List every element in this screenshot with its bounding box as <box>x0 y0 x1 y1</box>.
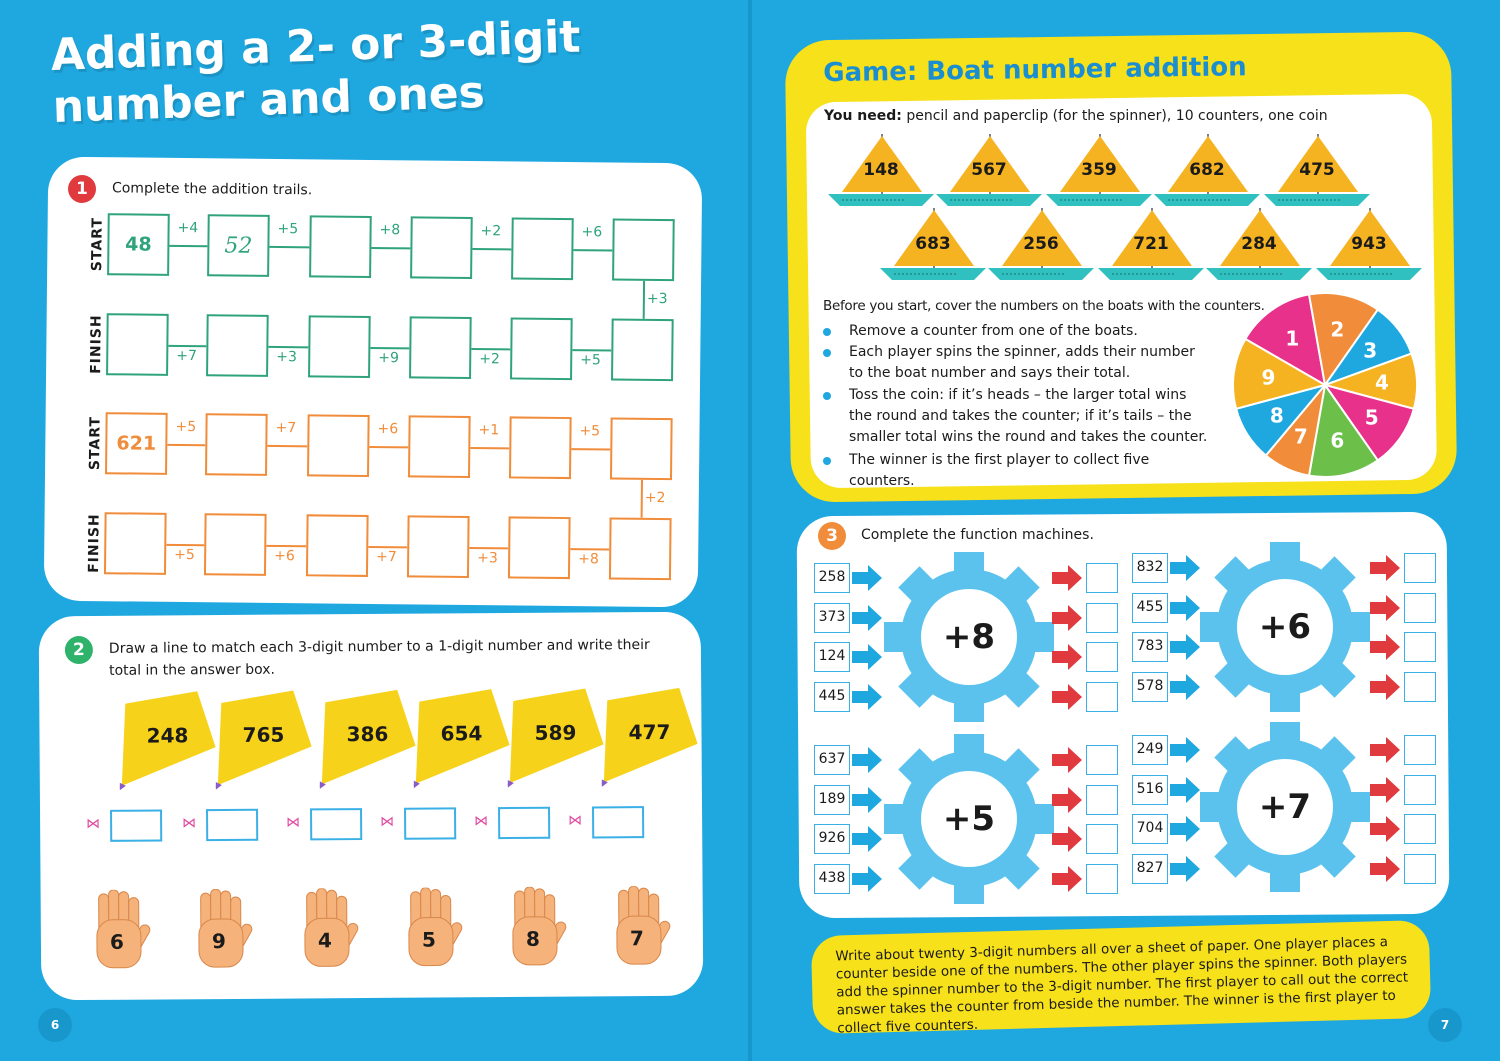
kite-graphic <box>215 688 316 829</box>
kite-number: 654 <box>440 721 483 746</box>
trail-connector <box>369 446 408 448</box>
blue-arrow-icon <box>852 787 882 813</box>
machine-input: 258 <box>814 563 850 593</box>
arrow-shape <box>1052 565 1082 591</box>
page-title: Adding a 2- or 3-digit number and ones <box>50 11 582 133</box>
arrow-shape <box>1052 605 1082 631</box>
bullet-dot <box>823 392 831 400</box>
machine-input: 926 <box>814 824 850 854</box>
hand-number: 6 <box>109 929 124 954</box>
game-intro: Before you start, cover the numbers on the boats with the counters. <box>823 298 1265 314</box>
bullet-dot <box>823 457 831 465</box>
machine-output-box[interactable] <box>1404 672 1436 702</box>
boat <box>826 134 936 214</box>
boat-number: 284 <box>1241 234 1277 254</box>
q1-panel <box>44 157 703 608</box>
boat-number: 567 <box>971 160 1007 180</box>
arrow-shape <box>852 826 882 852</box>
machine-output-box[interactable] <box>1404 553 1436 583</box>
boat <box>1262 134 1372 214</box>
kite-number: 248 <box>146 723 189 748</box>
start-label-text: START <box>87 415 104 471</box>
boat-number: 683 <box>915 234 951 254</box>
red-arrow-icon <box>1370 674 1400 700</box>
arrow-shape <box>852 787 882 813</box>
trail-sample-answer: 52 <box>224 232 253 259</box>
trail-answer-box[interactable] <box>106 313 169 376</box>
machine-output-box[interactable] <box>1404 775 1436 805</box>
arrow-shape <box>1370 737 1400 763</box>
trail-operator-bottom: +9 <box>378 350 399 367</box>
trail-connector <box>370 347 409 349</box>
red-arrow-icon <box>1052 644 1082 670</box>
trail-answer-box[interactable] <box>511 217 574 280</box>
trail-answer-box[interactable] <box>306 514 369 577</box>
machine-output-box[interactable] <box>1404 632 1436 662</box>
trail-answer-box[interactable] <box>204 513 267 576</box>
trail-operator-top: +6 <box>377 421 399 438</box>
spinner-number: 8 <box>1269 403 1284 428</box>
hand-number: 8 <box>525 926 540 951</box>
machine-input: 516 <box>1132 775 1168 805</box>
red-arrow-icon <box>1052 866 1082 892</box>
spinner-number: 5 <box>1364 405 1379 430</box>
spinner-number: 1 <box>1285 326 1300 351</box>
machine-output-box[interactable] <box>1404 593 1436 623</box>
spinner-number: 2 <box>1330 317 1345 342</box>
trail-operator-top: +1 <box>478 422 500 439</box>
boat <box>1204 208 1314 288</box>
rule-text: Each player spins the spinner, adds their number to the boat number and says their total. <box>849 344 1195 381</box>
arrow-shape <box>1052 866 1082 892</box>
trail-connector <box>472 248 511 250</box>
arrow-shape <box>852 605 882 631</box>
red-arrow-icon <box>1052 747 1082 773</box>
arrow-shape <box>1370 634 1400 660</box>
trail-operator-top: +5 <box>277 220 299 238</box>
rule-item <box>823 385 1213 448</box>
blue-arrow-icon <box>1170 816 1200 842</box>
boat <box>934 134 1044 214</box>
trail-connector <box>572 349 611 351</box>
arrow-shape <box>1052 747 1082 773</box>
trail-connector <box>371 247 410 249</box>
trail-answer-box[interactable] <box>612 219 675 282</box>
function-rule: +7 <box>1258 787 1312 827</box>
trail-finish-label <box>86 309 107 379</box>
trail-connector <box>168 345 206 347</box>
trail-answer-box[interactable] <box>205 413 268 476</box>
machine-output-box[interactable] <box>1404 854 1436 884</box>
rule-text: The winner is the first player to collect five counters. <box>849 452 1150 489</box>
arrow-shape <box>852 747 882 773</box>
trail-operator-top: +5 <box>175 418 197 436</box>
arrow-shape <box>1052 644 1082 670</box>
trail-operator-top: +2 <box>480 223 502 240</box>
kite-answer-box[interactable] <box>592 806 644 838</box>
blue-arrow-icon <box>1170 737 1200 763</box>
trail-operator-bottom: +3 <box>477 550 498 567</box>
machine-input: 832 <box>1132 553 1168 583</box>
trail-operator-top: +5 <box>579 423 601 440</box>
boat <box>878 208 988 288</box>
trail-start-label <box>85 408 106 478</box>
machine-output-box[interactable] <box>1086 642 1118 672</box>
blue-arrow-icon <box>1170 555 1200 581</box>
hand[interactable] <box>397 887 468 977</box>
blue-arrow-icon <box>852 747 882 773</box>
arrow-shape <box>1170 674 1200 700</box>
machine-output-box[interactable] <box>1086 745 1118 775</box>
machine-input: 373 <box>814 603 850 633</box>
trail-connector <box>471 348 510 350</box>
trail-turn-connector <box>643 281 645 319</box>
rule-text: Remove a counter from one of the boats. <box>849 323 1138 339</box>
red-arrow-icon <box>1370 816 1400 842</box>
kite <box>215 688 316 829</box>
trail-answer-box[interactable] <box>309 215 372 278</box>
function-machine-gear <box>884 734 1054 904</box>
arrow-shape <box>1170 595 1200 621</box>
arrow-shape <box>1052 684 1082 710</box>
kite-number: 386 <box>346 721 389 747</box>
trail-connector <box>470 447 509 449</box>
blue-arrow-icon <box>1170 634 1200 660</box>
arrow-shape <box>1370 816 1400 842</box>
blue-arrow-icon <box>1170 595 1200 621</box>
trail-connector <box>573 249 612 251</box>
boat-number: 359 <box>1081 160 1117 180</box>
boat-number: 475 <box>1299 160 1335 180</box>
start-label-text: START <box>89 216 106 272</box>
function-rule: +8 <box>942 617 996 657</box>
blue-arrow-icon <box>852 605 882 631</box>
machine-output-box[interactable] <box>1086 864 1118 894</box>
kite <box>119 689 220 830</box>
machine-input: 189 <box>814 785 850 815</box>
spinner-number: 6 <box>1330 428 1345 453</box>
trail-start-box <box>105 412 168 475</box>
arrow-shape <box>1170 816 1200 842</box>
rule-text: Toss the coin: if it’s heads – the larger total wins the round and takes the counter; if it’s tails – the smaller total wins the round and takes the counter. <box>849 387 1208 445</box>
note-text: Write about twenty 3-digit numbers all over a sheet of paper. One player places a counter beside one of the numbers. The other player spins the spinner. Both players add the spinner number to the 3-digit number. The first player to call out the correct answer takes the counter from beside the number. The winner is the first player to collect five counters. <box>835 934 1409 1037</box>
machine-output-box[interactable] <box>1086 785 1118 815</box>
kite-answer-box[interactable] <box>206 809 258 841</box>
trail-answer-box[interactable] <box>509 416 572 479</box>
bow-icon: ⋈ <box>182 815 197 832</box>
trail-answer-box[interactable] <box>409 316 472 379</box>
blue-arrow-icon <box>852 866 882 892</box>
boat <box>1314 208 1424 288</box>
rule-item <box>823 342 1213 384</box>
red-arrow-icon <box>1052 565 1082 591</box>
spinner-number: 3 <box>1363 338 1378 363</box>
bullet-dot <box>823 328 831 336</box>
spinner-number: 7 <box>1293 424 1308 449</box>
trail-answer-box[interactable] <box>307 414 370 477</box>
hand[interactable] <box>501 887 572 977</box>
trail-answer-box[interactable] <box>206 314 269 377</box>
machine-output-box[interactable] <box>1086 563 1118 593</box>
you-need-label: You need: <box>824 108 902 124</box>
trail-answer-box[interactable] <box>610 417 673 480</box>
trail-answer-box[interactable] <box>410 216 473 279</box>
you-need-line <box>824 105 1384 127</box>
machine-input: 438 <box>814 864 850 894</box>
trail-finish-label <box>84 508 105 578</box>
trail-connector <box>166 544 204 546</box>
trail-operator-top: +4 <box>177 219 199 237</box>
machine-input: 124 <box>814 642 850 672</box>
trail-answer-box[interactable] <box>611 318 674 381</box>
kite-graphic <box>119 689 220 830</box>
machine-input: 827 <box>1132 854 1168 884</box>
function-machine-gear <box>1200 542 1370 712</box>
blue-arrow-icon <box>1170 674 1200 700</box>
blue-arrow-icon <box>852 565 882 591</box>
machine-output-box[interactable] <box>1086 603 1118 633</box>
kite-answer-box[interactable] <box>110 809 162 841</box>
rule-item <box>823 321 1213 342</box>
trail-operator-bottom: +5 <box>580 352 601 369</box>
q2-number-badge: 2 <box>65 636 93 664</box>
arrow-shape <box>852 565 882 591</box>
page-number-right: 7 <box>1428 1008 1462 1042</box>
kite-answer-box[interactable] <box>310 808 362 840</box>
trail-connector <box>571 448 610 450</box>
you-need-text: pencil and paperclip (for the spinner), 10 counters, one coin <box>901 108 1328 124</box>
bow-icon: ⋈ <box>474 813 489 830</box>
machine-input: 637 <box>814 745 850 775</box>
trail-connector <box>269 246 309 248</box>
q2-panel <box>39 612 704 1001</box>
trail-start-value: 48 <box>125 233 152 256</box>
trail-operator-top: +6 <box>581 224 603 241</box>
machine-output-box[interactable] <box>1086 824 1118 854</box>
bow-icon: ⋈ <box>380 813 395 830</box>
hand-number: 7 <box>629 926 644 951</box>
trail-connector <box>469 547 508 549</box>
arrow-shape <box>852 866 882 892</box>
trail-connector <box>268 346 308 348</box>
arrow-shape <box>1052 826 1082 852</box>
machine-input: 704 <box>1132 814 1168 844</box>
red-arrow-icon <box>1052 605 1082 631</box>
arrow-shape <box>852 644 882 670</box>
trail-operator-bottom: +8 <box>578 551 599 568</box>
trail-operator-bottom: +5 <box>174 546 195 564</box>
trail-turn-connector <box>641 480 643 518</box>
blue-arrow-icon <box>852 826 882 852</box>
function-rule: +5 <box>942 799 996 839</box>
kite-number: 589 <box>534 720 577 745</box>
machine-output-box[interactable] <box>1086 682 1118 712</box>
arrow-shape <box>1170 737 1200 763</box>
trail-connector <box>169 245 207 247</box>
page-spine <box>748 0 752 1061</box>
hand[interactable] <box>605 886 676 976</box>
machine-input: 783 <box>1132 632 1168 662</box>
blue-arrow-icon <box>1170 777 1200 803</box>
bullet-dot <box>823 349 831 357</box>
trail-connector <box>266 545 306 547</box>
bow-icon: ⋈ <box>286 814 301 831</box>
trail-connector <box>267 445 307 447</box>
hand[interactable] <box>85 890 156 980</box>
function-rule: +6 <box>1258 607 1312 647</box>
bow-icon: ⋈ <box>86 815 101 832</box>
trail-operator-top: +7 <box>275 419 297 437</box>
machine-input: 249 <box>1132 735 1168 765</box>
trail-answer-box[interactable] <box>510 317 573 380</box>
trail-turn-operator: +2 <box>644 489 666 507</box>
trail-operator-bottom: +6 <box>274 547 295 565</box>
hand-number: 9 <box>211 929 226 954</box>
trail-operator-bottom: +7 <box>176 347 197 365</box>
finish-label-text: FINISH <box>85 513 103 573</box>
spinner <box>1230 290 1420 480</box>
trail-answer-box[interactable] <box>408 415 471 478</box>
trail-connector <box>167 444 205 446</box>
red-arrow-icon <box>1052 826 1082 852</box>
boat <box>1044 134 1154 214</box>
red-arrow-icon <box>1052 684 1082 710</box>
kite-number: 477 <box>628 719 671 745</box>
boat-number: 943 <box>1351 234 1387 254</box>
red-arrow-icon <box>1370 777 1400 803</box>
trail-answer-box[interactable] <box>207 214 270 277</box>
boat-number: 256 <box>1023 234 1059 254</box>
boat <box>986 208 1096 288</box>
trail-start-value: 621 <box>116 432 157 455</box>
q1-number-badge: 1 <box>68 175 96 203</box>
trail-operator-top: +8 <box>379 222 401 239</box>
boat-number: 682 <box>1189 160 1225 180</box>
trail-connector <box>368 546 407 548</box>
red-arrow-icon <box>1370 555 1400 581</box>
arrow-shape <box>1370 555 1400 581</box>
red-arrow-icon <box>1370 595 1400 621</box>
hand-number: 5 <box>421 927 436 952</box>
machine-input: 445 <box>814 682 850 712</box>
red-arrow-icon <box>1370 856 1400 882</box>
trail-start-label <box>87 209 108 279</box>
kite-answer-box[interactable] <box>404 807 456 839</box>
arrow-shape <box>1170 856 1200 882</box>
boat <box>1096 208 1206 288</box>
bow-icon: ⋈ <box>568 812 583 829</box>
blue-arrow-icon <box>852 684 882 710</box>
arrow-shape <box>1370 674 1400 700</box>
red-arrow-icon <box>1052 787 1082 813</box>
note-box <box>811 920 1431 1037</box>
boat <box>1152 134 1262 214</box>
spinner-number: 4 <box>1375 370 1389 395</box>
function-machine-gear <box>884 552 1054 722</box>
boat-number: 721 <box>1133 234 1169 254</box>
trail-connector <box>570 548 609 550</box>
arrow-shape <box>1370 856 1400 882</box>
kite-answer-box[interactable] <box>498 807 550 839</box>
arrow-shape <box>1170 555 1200 581</box>
hand[interactable] <box>293 888 364 978</box>
page-number-left: 6 <box>38 1008 72 1042</box>
trail-answer-box[interactable] <box>407 515 470 578</box>
trail-answer-box[interactable] <box>609 517 672 580</box>
arrow-shape <box>1052 787 1082 813</box>
trail-operator-bottom: +7 <box>376 549 397 566</box>
arrow-shape <box>1170 634 1200 660</box>
machine-output-box[interactable] <box>1404 735 1436 765</box>
finish-label-text: FINISH <box>88 314 105 374</box>
arrow-shape <box>1370 777 1400 803</box>
trail-operator-bottom: +2 <box>479 351 500 368</box>
spinner-number: 9 <box>1261 365 1276 390</box>
kite-number: 765 <box>242 722 285 747</box>
machine-input: 455 <box>1132 593 1168 623</box>
game-title: Game: Boat number addition <box>823 52 1247 89</box>
red-arrow-icon <box>1370 634 1400 660</box>
trail-turn-operator: +3 <box>646 290 668 308</box>
machine-output-box[interactable] <box>1404 814 1436 844</box>
boat-number: 148 <box>863 160 899 180</box>
hand[interactable] <box>187 889 258 979</box>
rule-item <box>823 450 1213 492</box>
q1-instruction: Complete the addition trails. <box>111 180 313 199</box>
q3-number-badge: 3 <box>818 522 846 550</box>
arrow-shape <box>1170 777 1200 803</box>
function-machine-gear <box>1200 722 1370 892</box>
blue-arrow-icon <box>852 644 882 670</box>
trail-answer-box[interactable] <box>104 512 167 575</box>
arrow-shape <box>1370 595 1400 621</box>
q2-instruction: Draw a line to match each 3-digit number to a 1-digit number and write their total in the answer box. <box>108 637 650 679</box>
trail-operator-bottom: +3 <box>276 348 297 366</box>
hand-number: 4 <box>317 928 332 953</box>
red-arrow-icon <box>1370 737 1400 763</box>
trail-answer-box[interactable] <box>508 516 571 579</box>
trail-answer-box[interactable] <box>308 315 371 378</box>
trail-start-box <box>107 213 170 276</box>
arrow-shape <box>852 684 882 710</box>
machine-input: 578 <box>1132 672 1168 702</box>
blue-arrow-icon <box>1170 856 1200 882</box>
q3-instruction: Complete the function machines. <box>861 527 1094 543</box>
